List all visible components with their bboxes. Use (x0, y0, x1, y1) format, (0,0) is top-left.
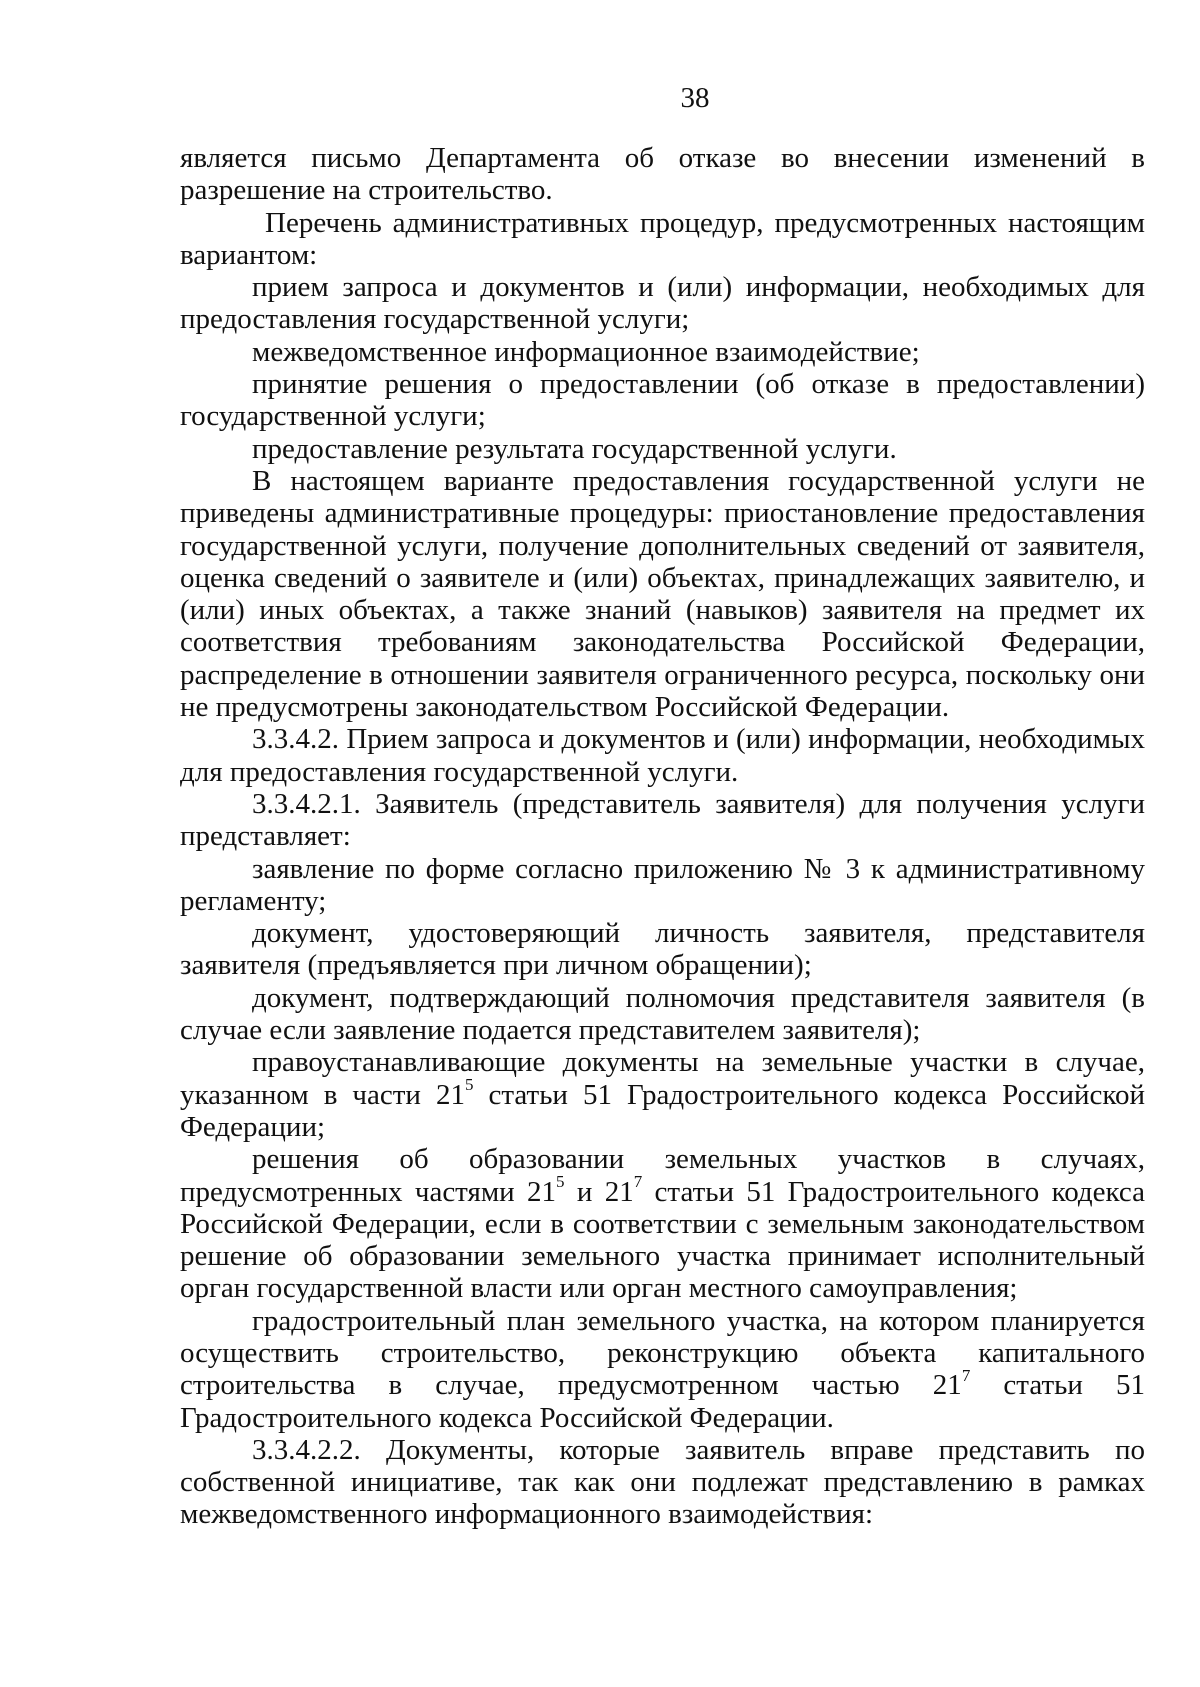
paragraph: 3.3.4.2.1. Заявитель (представитель заявителя) для получения услуги представляет: (180, 787, 1145, 853)
superscript: 7 (961, 1365, 971, 1385)
paragraph: В настоящем варианте предоставления государственной услуги не приведены административные процедуры: приостановление предоставления государственной услуги, получение дополнительных сведений от заявителя, оценка сведений о заявителе и (или) объектах, принадлежащих заявителю, и (или) иных объектах, а также знаний (навыков) заявителя на предмет их соответствия требованиям законодательства Российской Федерации, распределение в отношении заявителя ограниченного ресурса, поскольку они не предусмотрены законодательством Российской Федерации. (180, 464, 1145, 724)
paragraph: документ, удостоверяющий личность заявителя, представителя заявителя (предъявляется при личном обращении); (180, 917, 1145, 982)
paragraph (180, 1143, 1145, 1304)
superscript: 7 (633, 1171, 643, 1191)
paragraph: заявление по форме согласно приложению № 3 к административному регламенту; (180, 852, 1145, 917)
paragraph (180, 1305, 1145, 1434)
paragraph: документ, подтверждающий полномочия представителя заявителя (в случае если заявление подается представителем заявителя); (180, 981, 1145, 1047)
paragraph (180, 1046, 1145, 1143)
paragraph: 3.3.4.2. Прием запроса и документов и (или) информации, необходимых для предоставления государственной услуги. (180, 723, 1145, 788)
paragraph: предоставление результата государственной услуги. (252, 432, 897, 465)
text-run: и 21 (564, 1175, 634, 1208)
paragraph: прием запроса и документов и (или) информации, необходимых для предоставления государственной услуги; (180, 271, 1145, 336)
superscript: 5 (556, 1171, 565, 1191)
text-run: градостроительный план земельного участка, на котором планируется осуществить строительство, реконструкцию объекта капитального строительства в случае, предусмотренном частью 21 (180, 1304, 1145, 1402)
document-body (180, 142, 1145, 1531)
paragraph: является письмо Департамента об отказе во внесении изменений в разрешение на строительство. (180, 142, 1145, 207)
text-run: правоустанавливающие документы на земельные участки в случае, указанном в части 21 (180, 1046, 1145, 1111)
paragraph: 3.3.4.2.2. Документы, которые заявитель вправе представить по собственной инициативе, так как они подлежат представлению в рамках межведомственного информационного взаимодействия: (180, 1433, 1145, 1531)
paragraph: принятие решения о предоставлении (об отказе в предоставлении) государственной услуги; (180, 368, 1145, 433)
superscript: 5 (464, 1074, 474, 1094)
paragraph: межведомственное информационное взаимодействие; (252, 335, 920, 368)
page-number: 38 (680, 82, 710, 114)
text-run: статьи 51 Градостроительного кодекса Российской Федерации. (180, 1369, 1145, 1434)
paragraph: Перечень административных процедур, предусмотренных настоящим вариантом: (180, 206, 1145, 271)
text-run: решения об образовании земельных участков в случаях, предусмотренных частями 21 (180, 1143, 1145, 1208)
text-run: статьи 51 Градостроительного кодекса Российской Федерации; (180, 1078, 1145, 1143)
text-run: статьи 51 Градостроительного кодекса Российской Федерации, если в соответствии с земельным законодательством решение об образовании земельного участка принимает исполнительный орган государственной власти или орган местного самоуправления; (180, 1175, 1145, 1305)
